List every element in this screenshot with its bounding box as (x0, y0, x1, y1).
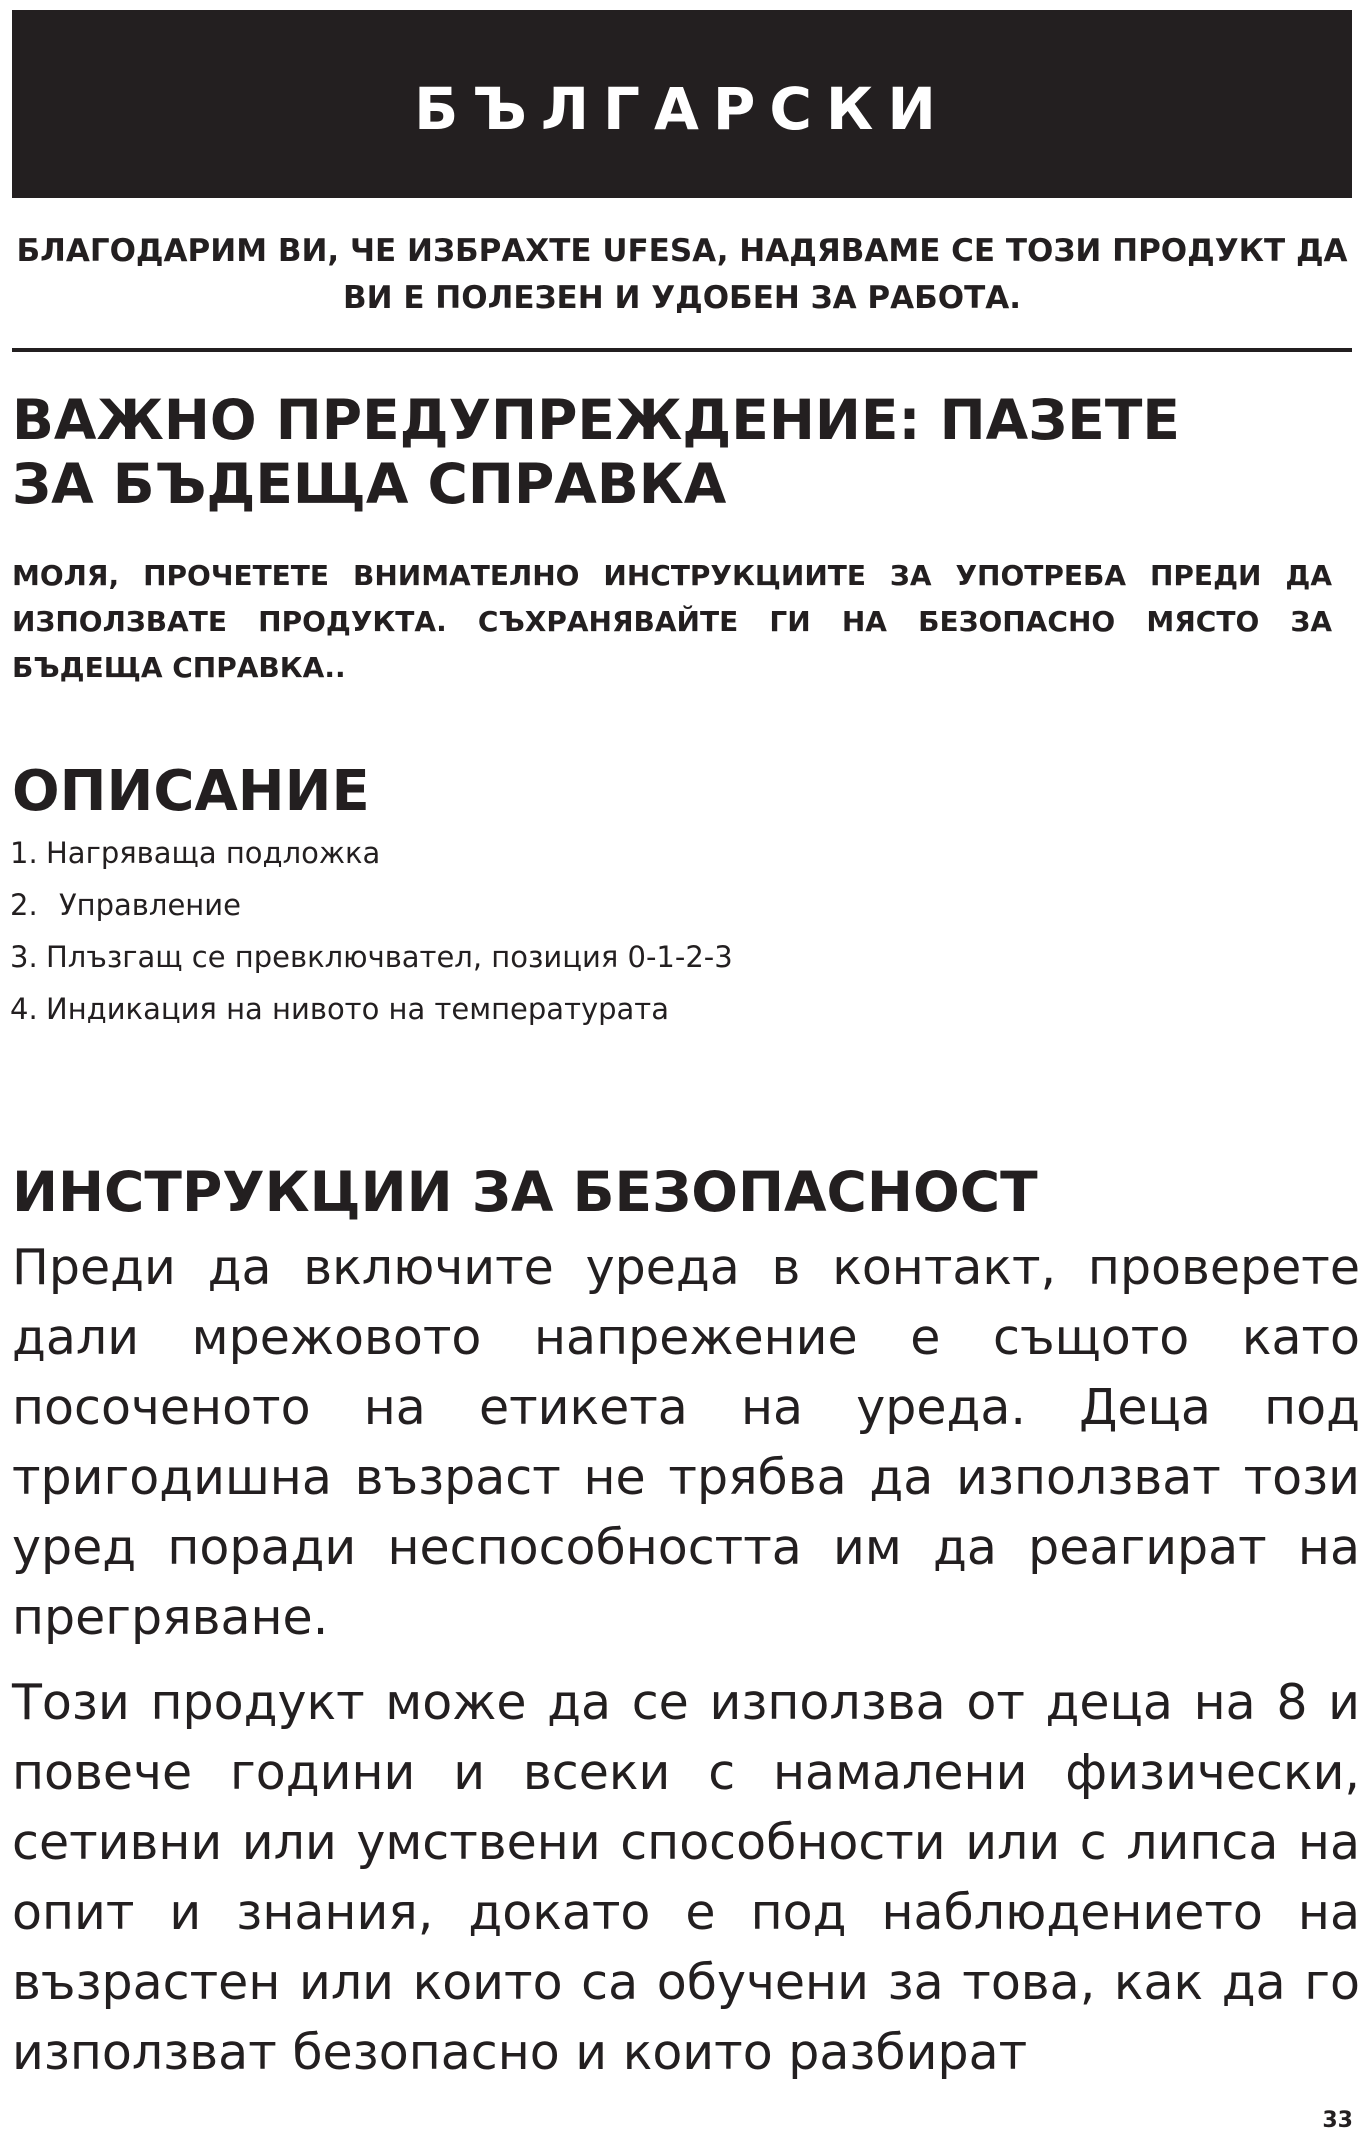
list-item-text: Плъзгащ се превключвател, позиция 0-1-2-3 (46, 940, 733, 974)
warning-heading: ВАЖНО ПРЕДУПРЕЖДЕНИЕ: ПАЗЕТЕ ЗА БЪДЕЩА СПРАВКА (12, 388, 1180, 516)
description-heading: ОПИСАНИЕ (12, 759, 370, 824)
safety-paragraph-1: Преди да включите уреда в контакт, проверете дали мрежовото напрежение е същото като посоченото на етикета на уреда. Деца под тригодишна възраст не трябва да използват този уред поради неспособността им да реагират на прегряване. (12, 1239, 1360, 1646)
list-item-text: Нагряваща подложка (46, 836, 381, 870)
list-item-number: 1. (10, 836, 38, 870)
thank-you-note: БЛАГОДАРИМ ВИ, ЧЕ ИЗБРАХТЕ UFESA, НАДЯВАМЕ СЕ ТОЗИ ПРОДУКТ ДА ВИ Е ПОЛЕЗЕН И УДОБЕН ЗА РАБОТА. (16, 233, 1348, 316)
list-item-text: Индикация на нивото на температурата (46, 992, 669, 1026)
list-item-text: Управление (59, 888, 241, 922)
page-number: 33 (1322, 2108, 1353, 2133)
language-title: БЪЛГАРСКИ (414, 75, 950, 143)
list-item-number: 2. (10, 888, 38, 922)
parts-list (10, 827, 733, 1035)
list-item (10, 879, 733, 931)
list-item-number: 3. (10, 940, 38, 974)
warning-text: МОЛЯ, ПРОЧЕТЕТЕ ВНИМАТЕЛНО ИНСТРУКЦИИТЕ ЗА УПОТРЕБА ПРЕДИ ДА ИЗПОЛЗВАТЕ ПРОДУКТА. СЪХРАНЯВАЙТЕ ГИ НА БЕЗОПАСНО МЯСТО ЗА БЪДЕЩА СПРАВКА.. (12, 559, 1332, 684)
list-item (10, 827, 733, 879)
list-item (10, 983, 733, 1035)
language-banner (12, 10, 1352, 198)
list-item (10, 931, 733, 983)
safety-paragraph-2: Този продукт може да се използва от деца на 8 и повече години и всеки с намалени физически, сетивни или умствени способности или с липса на опит и знания, докато е под наблюдението на възрастен или които са обучени за това, как да го използват безопасно и които разбират (12, 1674, 1360, 2081)
list-item-number: 4. (10, 992, 38, 1026)
section-divider (12, 348, 1352, 352)
safety-heading: ИНСТРУКЦИИ ЗА БЕЗОПАСНОСТ (12, 1160, 1038, 1224)
